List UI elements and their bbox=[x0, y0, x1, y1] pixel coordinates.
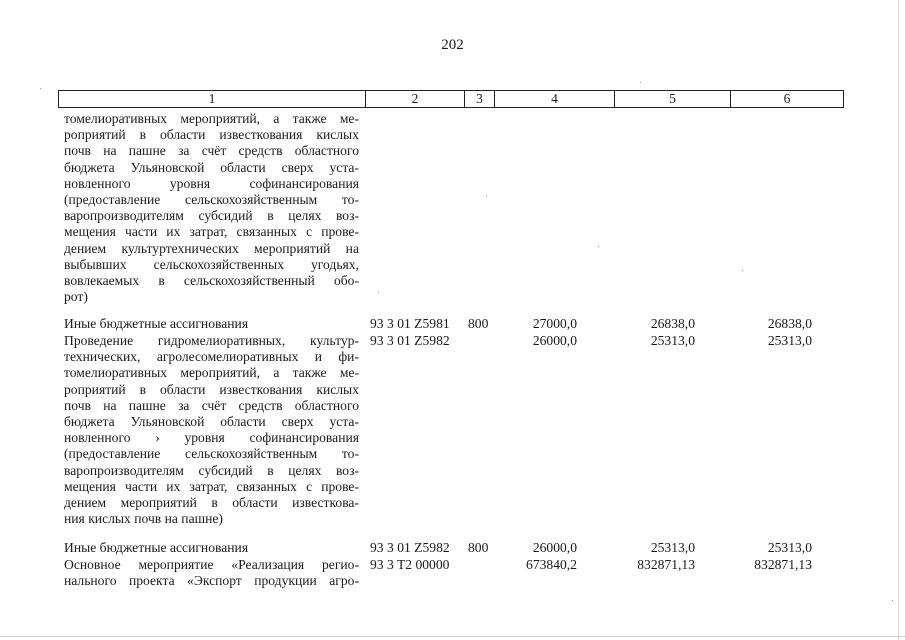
amount-col-5: 832871,13 bbox=[637, 557, 695, 572]
scan-speck bbox=[892, 600, 893, 601]
header-col-6: 6 bbox=[730, 91, 843, 107]
text-line: почв на пашне за счёт средств областного bbox=[64, 397, 359, 413]
scan-bottom-line bbox=[0, 636, 905, 637]
row-description bbox=[64, 111, 359, 305]
amount-col-6: 832871,13 bbox=[754, 557, 812, 572]
text-line: Основное мероприятие «Реализация регио- bbox=[64, 557, 359, 572]
amount-col-4: 26000,0 bbox=[532, 333, 577, 348]
amount-col-5: 26838,0 bbox=[650, 316, 695, 331]
amount-col-6: 26838,0 bbox=[767, 316, 812, 331]
text-line: почв на пашне за счёт средств областного bbox=[64, 143, 359, 159]
expense-type: 800 bbox=[468, 316, 489, 331]
text-line: нального проекта «Экспорт продукции агро- bbox=[64, 573, 359, 589]
budget-code: 93 3 01 Z5982 bbox=[370, 333, 450, 348]
text-line: новленного › уровня софинансирования bbox=[64, 430, 359, 446]
amount-col-4: 673840,2 bbox=[526, 557, 577, 572]
header-col-4: 4 bbox=[494, 91, 614, 107]
row-description bbox=[64, 540, 359, 556]
text-line: Иные бюджетные ассигнования bbox=[64, 540, 249, 555]
text-line: роприятий в области известкования кислых bbox=[64, 127, 359, 143]
text-line: вовлекаемых в сельскохозяйственный обо- bbox=[64, 272, 359, 288]
row-description bbox=[64, 557, 359, 589]
text-line: бюджета Ульяновской области сверх уста- bbox=[64, 159, 359, 175]
amount-col-5: 25313,0 bbox=[650, 540, 695, 555]
page-number: 202 bbox=[441, 37, 464, 53]
header-col-3: 3 bbox=[464, 91, 494, 107]
scan-speck bbox=[486, 196, 487, 197]
text-line: бюджета Ульяновской области сверх уста- bbox=[64, 413, 359, 429]
text-line: дением культуртехнических мероприятий на bbox=[64, 240, 359, 256]
text-line: мещения части их затрат, связанных с прове- bbox=[64, 478, 359, 494]
scan-speck bbox=[598, 246, 599, 247]
text-line: новленного уровня софинансирования bbox=[64, 175, 359, 191]
amount-col-6: 25313,0 bbox=[767, 333, 812, 348]
text-line: (предоставление сельскохозяйственным то- bbox=[64, 191, 359, 207]
scan-speck bbox=[378, 292, 379, 293]
header-col-2: 2 bbox=[365, 91, 464, 107]
text-line: выбывших сельскохозяйственных угодьях, bbox=[64, 256, 359, 272]
text-line: Иные бюджетные ассигнования bbox=[64, 316, 249, 331]
text-line: роприятий в области известкования кислых bbox=[64, 381, 359, 397]
row-description bbox=[64, 333, 359, 527]
amount-col-4: 27000,0 bbox=[532, 316, 577, 331]
scan-speck bbox=[640, 82, 641, 83]
amount-col-6: 25313,0 bbox=[767, 540, 812, 555]
text-line: (предоставление сельскохозяйственным то- bbox=[64, 446, 359, 462]
scan-edge-line bbox=[898, 0, 899, 640]
text-line: томелиоративных мероприятий, а также ме- bbox=[64, 111, 359, 126]
header-col-5: 5 bbox=[614, 91, 730, 107]
text-line: варопроизводителям субсидий в целях воз- bbox=[64, 208, 359, 224]
budget-code: 93 3 01 Z5982 bbox=[370, 540, 450, 555]
text-line: технических, агролесомелиоративных и фи- bbox=[64, 349, 359, 365]
budget-code: 93 3 01 Z5981 bbox=[370, 316, 450, 331]
text-line: рот) bbox=[64, 289, 88, 305]
scan-speck bbox=[742, 270, 743, 271]
text-line: томелиоративных мероприятий, а также ме- bbox=[64, 365, 359, 381]
text-line: варопроизводителям субсидий в целях воз- bbox=[64, 462, 359, 478]
header-col-1: 1 bbox=[208, 91, 216, 106]
table-header-row bbox=[58, 90, 844, 108]
text-line: ния кислых почв на пашне) bbox=[64, 511, 223, 527]
row-description bbox=[64, 316, 359, 332]
amount-col-5: 25313,0 bbox=[650, 333, 695, 348]
text-line: Проведение гидромелиоративных, культур- bbox=[64, 333, 359, 348]
scan-speck bbox=[40, 88, 41, 89]
text-line: дением мероприятий в области известкова- bbox=[64, 494, 359, 510]
amount-col-4: 26000,0 bbox=[532, 540, 577, 555]
text-line: мещения части их затрат, связанных с прове- bbox=[64, 224, 359, 240]
expense-type: 800 bbox=[468, 540, 489, 555]
budget-code: 93 3 T2 00000 bbox=[370, 557, 450, 572]
